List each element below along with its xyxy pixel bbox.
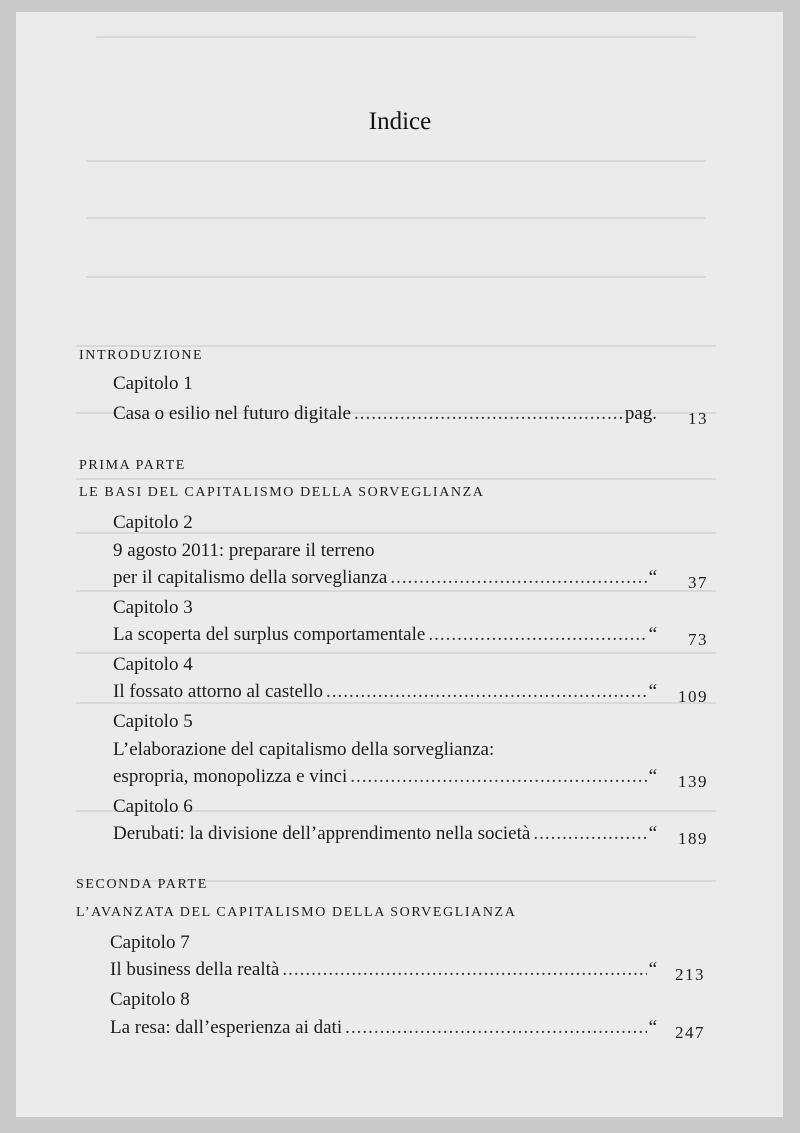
toc-entry[interactable]	[113, 766, 657, 788]
toc-entry[interactable]	[113, 681, 657, 703]
page-number: 213	[675, 965, 705, 984]
toc-entry[interactable]	[110, 959, 657, 981]
page-number: 13	[688, 409, 708, 428]
page-number: 109	[678, 687, 708, 706]
ditto-mark: “	[648, 766, 657, 787]
bleed-through-line	[86, 217, 706, 219]
dot-leader	[354, 403, 623, 425]
bleed-through-line	[76, 345, 716, 347]
dot-leader	[390, 567, 646, 589]
ditto-mark: “	[648, 567, 657, 588]
chapter-title: Il fossato attorno al castello	[113, 681, 323, 702]
toc-entry[interactable]	[113, 624, 657, 646]
chapter-title: L’elaborazione del capitalismo della sorveglianza:	[113, 739, 495, 760]
ditto-mark: “	[648, 823, 657, 844]
chapter-title: La resa: dall’esperienza ai dati	[110, 1017, 343, 1038]
ditto-mark: “	[648, 624, 657, 645]
chapter-label: Capitolo 4	[113, 654, 193, 675]
section-heading: LE BASI DEL CAPITALISMO DELLA SORVEGLIANZA	[79, 485, 485, 500]
bleed-through-line	[76, 590, 716, 592]
bleed-through-line	[76, 478, 716, 480]
bleed-through-line	[86, 160, 706, 162]
part-label: PRIMA PARTE	[79, 458, 186, 473]
chapter-label: Capitolo 3	[113, 597, 193, 618]
toc-entry[interactable]	[113, 403, 657, 425]
chapter-title: Casa o esilio nel futuro digitale	[113, 403, 351, 424]
dot-leader	[282, 959, 646, 981]
chapter-title: La scoperta del surplus comportamentale	[113, 624, 426, 645]
ditto-mark: “	[648, 681, 657, 702]
page-number: 189	[678, 829, 708, 848]
page-number: 139	[678, 772, 708, 791]
chapter-title: per il capitalismo della sorveglianza	[113, 567, 388, 588]
chapter-label: Capitolo 2	[113, 512, 193, 533]
chapter-label: Capitolo 7	[110, 932, 190, 953]
dot-leader	[345, 1017, 646, 1039]
chapter-title: Il business della realtà	[110, 959, 280, 980]
bleed-through-line	[86, 276, 706, 278]
chapter-label: Capitolo 8	[110, 989, 190, 1010]
page-number: 73	[688, 630, 708, 649]
dot-leader	[428, 624, 646, 646]
dot-leader	[533, 823, 646, 845]
section-heading: L’AVANZATA DEL CAPITALISMO DELLA SORVEGLIANZA	[76, 905, 517, 920]
part-label: SECONDA PARTE	[76, 877, 208, 892]
page-number: 37	[688, 573, 708, 592]
ditto-mark: “	[648, 1017, 657, 1038]
page-abbrev: pag.	[624, 403, 657, 424]
chapter-title: 9 agosto 2011: preparare il terreno	[113, 540, 375, 561]
dot-leader	[326, 681, 647, 703]
toc-entry[interactable]	[110, 1017, 657, 1039]
chapter-label: Capitolo 6	[113, 796, 193, 817]
chapter-label: Capitolo 1	[113, 373, 193, 394]
bleed-through-line	[96, 36, 696, 38]
page-number: 247	[675, 1023, 705, 1042]
page-title: Indice	[368, 108, 432, 135]
ditto-mark: “	[648, 959, 657, 980]
chapter-title: espropria, monopolizza e vinci	[113, 766, 348, 787]
section-heading: INTRODUZIONE	[79, 348, 204, 363]
toc-entry[interactable]	[113, 567, 657, 589]
chapter-label: Capitolo 5	[113, 711, 193, 732]
toc-entry[interactable]	[113, 823, 657, 845]
chapter-title: Derubati: la divisione dell’apprendimento nella società	[113, 823, 531, 844]
dot-leader	[350, 766, 646, 788]
